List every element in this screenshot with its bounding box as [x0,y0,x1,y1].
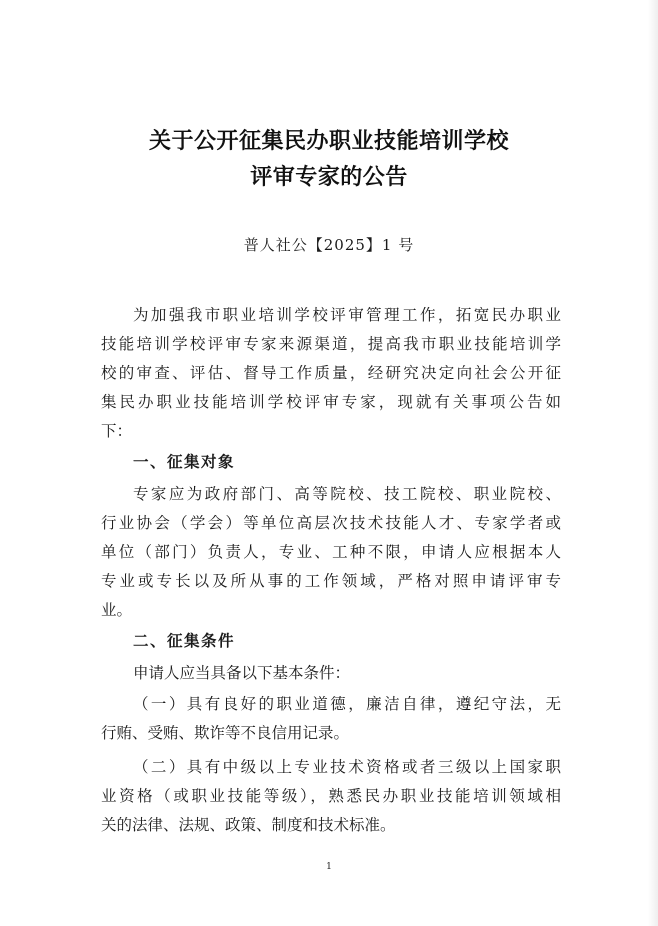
section-2-item-2-line-2: 业资格（或职业技能等级），熟悉民办职业技能培训领域相 [101,787,561,805]
section-2-item-1-line-1: （一）具有良好的职业道德，廉洁自律，遵纪守法，无 [133,695,561,713]
intro-line-4: 集民办职业技能培训学校评审专家，现就有关事项公告如 [101,393,561,411]
title-line-1: 关于公开征集民办职业技能培训学校 [148,129,509,154]
intro-line-3: 校的审查、评估、督导工作质量，经研究决定向社会公开征 [101,364,561,382]
section-2-item-2-line-3: 关的法律、法规、政策、制度和技术标准。 [101,816,396,834]
section-1-line-2: 行业协会（学会）等单位高层次技术技能人才、专家学者或 [101,514,561,532]
title-line-2: 评审专家的公告 [250,165,408,190]
section-1-line-3: 单位（部门）负责人，专业、工种不限，申请人应根据本人 [101,543,561,561]
section-1-line-1: 专家应为政府部门、高等院校、技工院校、职业院校、 [133,485,561,503]
section-2-item-1-line-2: 行贿、受贿、欺诈等不良信用记录。 [101,724,350,742]
section-2-item-2-line-1: （二）具有中级以上专业技术资格或者三级以上国家职 [133,758,561,776]
page-number: 1 [326,862,332,872]
document-number: 普人社公【2025】1 号 [243,236,415,254]
section-1-line-5: 业。 [101,601,133,619]
section-2-intro: 申请人应当具备以下基本条件： [133,664,351,682]
section-2-heading: 二、征集条件 [133,632,236,650]
section-1-heading: 一、征集对象 [133,453,236,471]
intro-line-1: 为加强我市职业培训学校评审管理工作，拓宽民办职业 [133,306,561,324]
intro-line-5: 下： [101,422,133,440]
section-1-line-4: 专业或专长以及所从事的工作领域，严格对照申请评审专 [101,572,561,590]
intro-line-2: 技能培训学校评审专家来源渠道，提高我市职业技能培训学 [101,335,561,353]
